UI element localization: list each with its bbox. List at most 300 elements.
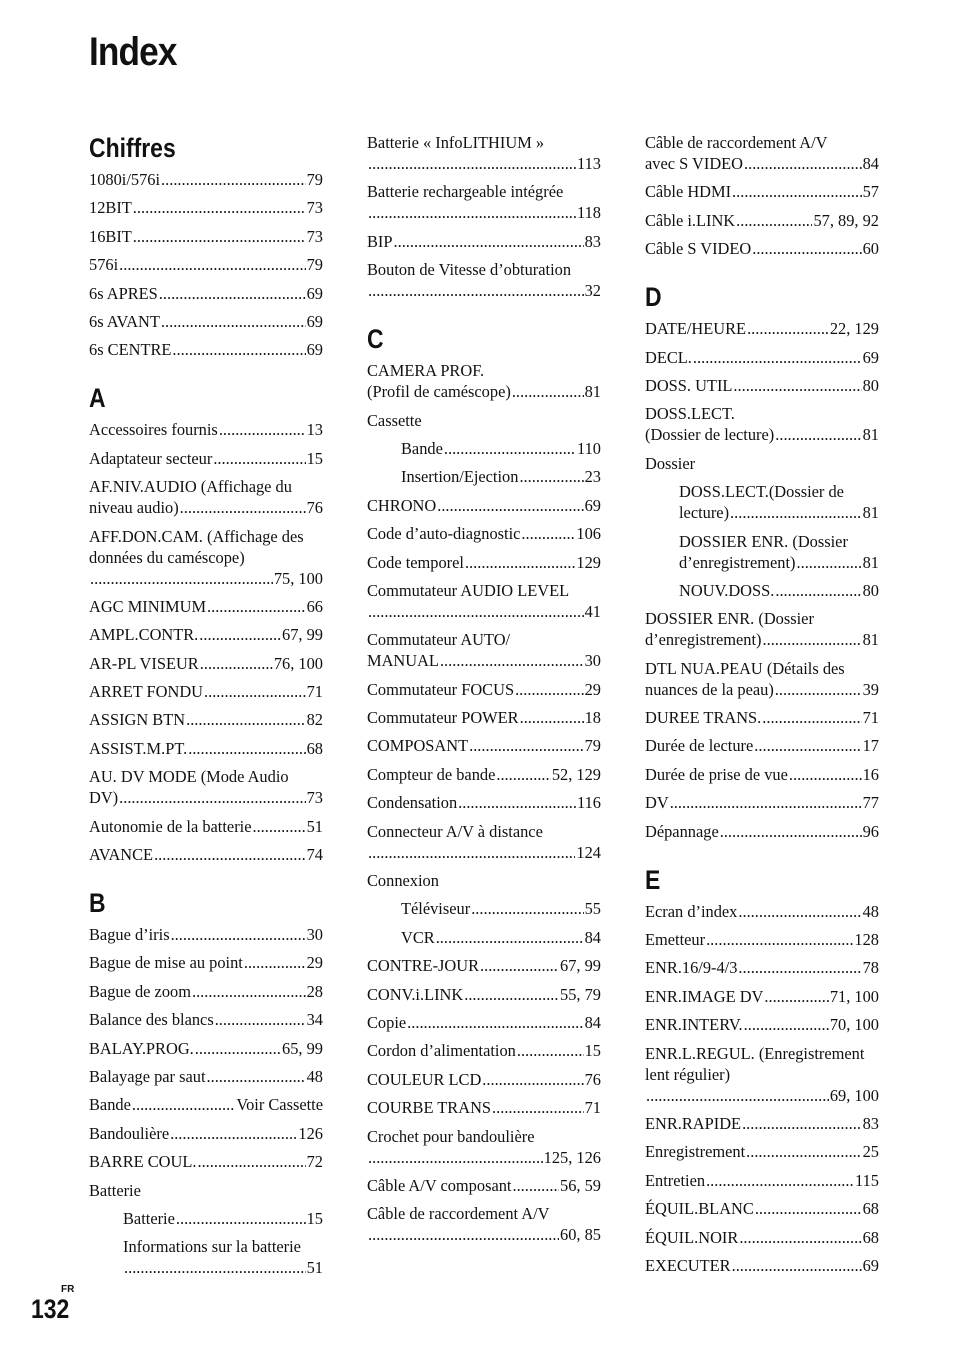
entry-page: 106 xyxy=(576,524,601,544)
entry-page: 128 xyxy=(854,930,879,950)
leader-dots xyxy=(762,707,861,728)
leader-dots xyxy=(368,202,576,223)
leader-dots xyxy=(180,497,306,518)
entry-label: Accessoires fournis xyxy=(89,420,218,440)
leader-dots xyxy=(219,419,306,440)
entry-label: Condensation xyxy=(367,793,458,813)
entry-page: 29 xyxy=(306,953,323,973)
index-entry xyxy=(645,1113,879,1134)
entry-page: 69 xyxy=(862,1255,879,1275)
leader-dots xyxy=(207,596,306,617)
index-entry xyxy=(367,259,601,301)
entry-label: 1080i/576i xyxy=(89,170,161,189)
entry-label: AVANCE xyxy=(89,845,154,865)
leader-dots xyxy=(195,1038,281,1059)
index-entry xyxy=(367,955,601,976)
index-entry xyxy=(645,481,879,523)
section-heading: Chiffres xyxy=(89,133,176,163)
entry-label: niveau audio) xyxy=(89,498,179,518)
index-entry xyxy=(645,735,879,756)
leader-dots xyxy=(742,1113,862,1134)
entry-label: Insertion/Ejection xyxy=(401,467,519,487)
entry-label: Câble HDMI xyxy=(645,182,732,202)
entry-page: 52, 129 xyxy=(551,764,601,784)
leader-dots xyxy=(521,523,575,544)
entry-page: 80 xyxy=(862,580,879,600)
entry-page: 60 xyxy=(862,239,879,259)
index-entry xyxy=(645,957,879,978)
leader-dots xyxy=(368,280,584,301)
index-section xyxy=(89,382,323,865)
index-section xyxy=(89,132,323,360)
index-entry xyxy=(89,1038,323,1059)
leader-dots xyxy=(204,681,306,702)
entry-label-line: Batterie xyxy=(89,1180,141,1200)
index-entry xyxy=(645,181,879,202)
entry-page: 81 xyxy=(862,552,879,572)
leader-dots xyxy=(90,568,273,589)
entry-page: 79 xyxy=(306,255,323,275)
entry-label-line: CAMERA PROF. xyxy=(367,361,485,381)
section-heading: E xyxy=(645,864,661,895)
leader-dots xyxy=(170,1123,297,1144)
index-entry xyxy=(645,1141,879,1162)
entry-page: 17 xyxy=(862,736,879,756)
entry-label: AMPL.CONTR. xyxy=(89,625,199,645)
index-entry xyxy=(367,1175,601,1196)
index-entry xyxy=(89,738,323,759)
entry-page: 81 xyxy=(862,630,879,650)
entry-page: 69 xyxy=(862,347,879,367)
entry-label-line: AU. DV MODE (Mode Audio xyxy=(89,767,289,787)
index-entry xyxy=(645,132,879,174)
leader-dots xyxy=(119,254,305,275)
leader-dots xyxy=(763,629,862,650)
entry-page: 67, 99 xyxy=(282,625,323,645)
entry-page: 124 xyxy=(576,842,601,862)
leader-dots xyxy=(752,238,861,259)
entry-page: 79 xyxy=(584,736,601,756)
leader-dots xyxy=(720,821,862,842)
entry-label-line: DOSSIER ENR. (Dossier xyxy=(645,609,814,629)
entry-page: 69 xyxy=(306,340,323,360)
leader-dots xyxy=(496,764,550,785)
entry-page: 15 xyxy=(306,1208,323,1228)
index-entry xyxy=(89,624,323,645)
index-column-3 xyxy=(645,132,879,1298)
entry-page: 81 xyxy=(862,503,879,523)
entry-page: 51 xyxy=(306,816,323,836)
entry-label: 576i xyxy=(89,255,119,275)
index-entry xyxy=(89,766,323,808)
entry-page: 81 xyxy=(862,425,879,445)
entry-page: 55, 79 xyxy=(560,984,601,1004)
index-entry xyxy=(367,792,601,813)
entry-page: 73 xyxy=(306,198,323,218)
leader-dots xyxy=(706,1170,854,1191)
index-entry xyxy=(645,658,879,700)
entry-page: 110 xyxy=(577,438,601,458)
entry-page: 83 xyxy=(862,1113,879,1133)
entry-page: 51 xyxy=(306,1258,323,1278)
leader-dots xyxy=(186,709,306,730)
entry-label: Bague de zoom xyxy=(89,981,191,1001)
entry-label: (Profil de caméscope) xyxy=(367,382,511,402)
entry-label: 16BIT xyxy=(89,226,132,246)
entry-page: 72 xyxy=(306,1152,323,1172)
leader-dots xyxy=(154,844,306,865)
index-entry xyxy=(89,1123,323,1144)
entry-page: 76 xyxy=(584,1069,601,1089)
entry-page: 73 xyxy=(306,226,323,246)
leader-dots xyxy=(252,816,305,837)
index-entry xyxy=(367,735,601,756)
entry-label: Câble S VIDEO xyxy=(645,239,752,259)
leader-dots xyxy=(368,153,576,174)
leader-dots xyxy=(732,181,862,202)
entry-page: 69 xyxy=(306,311,323,331)
leader-dots xyxy=(192,981,306,1002)
leader-dots xyxy=(736,210,812,231)
entry-label: CONV.i.LINK xyxy=(367,984,464,1004)
entry-page: 76 xyxy=(306,498,323,518)
entry-page: 71, 100 xyxy=(829,986,879,1006)
entry-page: 71 xyxy=(584,1098,601,1118)
entry-page: 125, 126 xyxy=(543,1147,601,1167)
entry-label: Code temporel xyxy=(367,552,464,572)
entry-page: 78 xyxy=(862,958,879,978)
index-entry xyxy=(89,681,323,702)
entry-label-line: Cassette xyxy=(367,410,422,430)
leader-dots xyxy=(512,381,584,402)
leader-dots xyxy=(515,679,584,700)
entry-page: 71 xyxy=(306,682,323,702)
entry-label: Batterie xyxy=(123,1208,175,1228)
leader-dots xyxy=(744,1014,829,1035)
page-title: Index xyxy=(89,30,177,74)
index-entry xyxy=(89,283,323,304)
entry-label-line: Commutateur AUTO/ xyxy=(367,630,511,650)
entry-page: 29 xyxy=(584,679,601,699)
entry-label-line: Crochet pour bandoulière xyxy=(367,1126,535,1146)
leader-dots xyxy=(394,231,584,252)
index-entry xyxy=(367,764,601,785)
entry-page: 68 xyxy=(306,738,323,758)
entry-label: BARRE COUL. xyxy=(89,1152,197,1172)
leader-dots xyxy=(437,495,583,516)
index-entry xyxy=(89,981,323,1002)
leader-dots xyxy=(368,601,584,622)
entry-page: 75, 100 xyxy=(273,568,323,588)
index-entry xyxy=(89,1066,323,1087)
entry-page: 80 xyxy=(862,375,879,395)
leader-dots xyxy=(738,901,861,922)
leader-dots xyxy=(444,438,576,459)
leader-dots xyxy=(464,984,559,1005)
leader-dots xyxy=(512,1175,559,1196)
index-section xyxy=(645,864,879,1276)
entry-page: 57 xyxy=(862,182,879,202)
index-entry xyxy=(89,339,323,360)
leader-dots xyxy=(738,957,861,978)
entry-page: 67, 99 xyxy=(560,956,601,976)
leader-dots xyxy=(368,1147,543,1168)
leader-dots xyxy=(200,653,273,674)
entry-page: 15 xyxy=(584,1041,601,1061)
entry-label: Compteur de bande xyxy=(367,764,496,784)
leader-dots xyxy=(368,1224,559,1245)
entry-label: COURBE TRANS xyxy=(367,1098,492,1118)
leader-dots xyxy=(199,624,281,645)
entry-page: 70, 100 xyxy=(829,1015,879,1035)
leader-dots xyxy=(730,502,862,523)
index-entry xyxy=(89,197,323,218)
entry-label: COMPOSANT xyxy=(367,736,469,756)
leader-dots xyxy=(436,927,584,948)
index-entry xyxy=(89,419,323,440)
entry-label: Cordon d’alimentation xyxy=(367,1041,516,1061)
entry-label: ASSIGN BTN xyxy=(89,710,186,730)
index-entry xyxy=(89,169,323,190)
entry-page: 69, 100 xyxy=(829,1085,879,1105)
entry-label: ENR.INTERV. xyxy=(645,1015,743,1035)
leader-dots xyxy=(775,580,861,601)
index-entry xyxy=(645,1043,879,1106)
entry-label: d’enregistrement) xyxy=(679,552,796,572)
entry-label: DV xyxy=(645,793,669,813)
index-column-1 xyxy=(89,132,323,1300)
index-entry xyxy=(367,360,601,402)
index-entry xyxy=(89,311,323,332)
entry-label: ÉQUIL.BLANC xyxy=(645,1199,754,1219)
entry-label: CHRONO xyxy=(367,495,437,515)
entry-page: 84 xyxy=(862,154,879,173)
index-entry xyxy=(89,709,323,730)
entry-label-line: Dossier xyxy=(645,453,696,473)
entry-page: 48 xyxy=(306,1066,323,1086)
entry-label-line: Batterie rechargeable intégrée xyxy=(367,182,564,202)
entry-label-line: Câble de raccordement A/V xyxy=(645,133,828,152)
leader-dots xyxy=(171,924,306,945)
index-entry xyxy=(367,898,601,919)
page-number: 132 xyxy=(31,1294,70,1324)
entry-label: DOSS. UTIL xyxy=(645,375,733,395)
leader-dots xyxy=(244,952,306,973)
index-entry xyxy=(89,816,323,837)
leader-dots xyxy=(465,552,575,573)
entry-page: 60, 85 xyxy=(560,1225,601,1245)
entry-page: 30 xyxy=(306,925,323,945)
index-entry xyxy=(367,552,601,573)
entry-label: Code d’auto-diagnostic xyxy=(367,524,521,544)
index-entry xyxy=(89,448,323,469)
index-entry xyxy=(645,347,879,368)
entry-page: 129 xyxy=(576,552,601,572)
index-entry xyxy=(367,231,601,252)
entry-label: Copie xyxy=(367,1012,407,1032)
entry-page: 32 xyxy=(584,281,601,301)
leader-dots xyxy=(732,1255,862,1276)
leader-dots xyxy=(161,169,306,190)
entry-label: BIP xyxy=(367,231,393,251)
entry-label: ÉQUIL.NOIR xyxy=(645,1227,739,1247)
entry-label-line: Câble de raccordement A/V xyxy=(367,1204,550,1224)
index-entry xyxy=(367,580,601,622)
index-entry xyxy=(645,707,879,728)
index-section xyxy=(645,132,879,259)
index-entry xyxy=(367,707,601,728)
section-heading: A xyxy=(89,383,106,414)
leader-dots xyxy=(747,318,829,339)
index-entry xyxy=(645,531,879,573)
leader-dots xyxy=(775,679,862,700)
leader-dots xyxy=(119,787,305,808)
entry-label-line: Bouton de Vitesse d’obturation xyxy=(367,260,572,280)
index-entry xyxy=(367,629,601,671)
page-language: FR xyxy=(61,1284,75,1295)
index-entry xyxy=(367,679,601,700)
entry-label: Bande xyxy=(89,1095,131,1115)
leader-dots xyxy=(797,552,862,573)
index-entry xyxy=(367,181,601,223)
entry-label: 6s CENTRE xyxy=(89,340,172,360)
leader-dots xyxy=(789,764,862,785)
entry-page: 57, 89, 92 xyxy=(813,210,879,230)
leader-dots xyxy=(733,375,861,396)
entry-label: Adaptateur secteur xyxy=(89,448,213,468)
entry-label: avec S VIDEO xyxy=(645,154,744,173)
leader-dots xyxy=(471,898,583,919)
leader-dots xyxy=(124,1257,306,1278)
section-heading: C xyxy=(367,324,384,355)
index-entry xyxy=(645,580,879,601)
index-entry xyxy=(367,870,601,891)
entry-label: VCR xyxy=(401,927,435,947)
entry-page: 66 xyxy=(306,596,323,616)
leader-dots xyxy=(480,955,559,976)
entry-label-line: DOSS.LECT.(Dossier de xyxy=(679,482,844,502)
index-section xyxy=(645,281,879,841)
entry-label: Câble i.LINK xyxy=(645,210,736,230)
index-entry xyxy=(645,1198,879,1219)
entry-label: Ecran d’index xyxy=(645,901,738,921)
index-entry xyxy=(645,210,879,231)
index-section xyxy=(367,323,601,1245)
entry-page: 55 xyxy=(584,899,601,919)
index-entry xyxy=(645,792,879,813)
index-entry xyxy=(367,410,601,431)
entry-label: BALAY.PROG. xyxy=(89,1038,194,1058)
entry-page: 79 xyxy=(306,170,323,189)
leader-dots xyxy=(519,466,583,487)
leader-dots xyxy=(159,283,306,304)
entry-label: Dépannage xyxy=(645,821,719,841)
entry-label: ENR.16/9-4/3 xyxy=(645,958,738,978)
entry-label: DUREE TRANS. xyxy=(645,708,762,728)
index-entry xyxy=(367,927,601,948)
leader-dots xyxy=(133,197,306,218)
entry-label-line: Connexion xyxy=(367,871,439,891)
entry-page: 69 xyxy=(306,283,323,303)
index-entry xyxy=(367,438,601,459)
index-entry xyxy=(89,952,323,973)
entry-label-line: Informations sur la batterie xyxy=(123,1237,301,1257)
index-entry xyxy=(645,608,879,650)
leader-dots xyxy=(706,929,853,950)
index-entry xyxy=(89,476,323,518)
entry-page: 39 xyxy=(862,679,879,699)
entry-label: Câble A/V composant xyxy=(367,1175,512,1195)
leader-dots xyxy=(197,1151,305,1172)
entry-label: ENR.IMAGE DV xyxy=(645,986,764,1006)
index-entry xyxy=(645,1014,879,1035)
entry-page: 113 xyxy=(577,154,601,173)
entry-label: Bague de mise au point xyxy=(89,953,243,973)
index-entry xyxy=(645,1170,879,1191)
entry-page: 16 xyxy=(862,764,879,784)
leader-dots xyxy=(693,347,862,368)
entry-page: 84 xyxy=(584,1012,601,1032)
entry-page: 25 xyxy=(862,1142,879,1162)
entry-label-line: Commutateur AUDIO LEVEL xyxy=(367,580,570,600)
index-entry xyxy=(89,1208,323,1229)
index-entry xyxy=(367,132,601,174)
entry-page: 76, 100 xyxy=(273,653,323,673)
leader-dots xyxy=(754,735,861,756)
entry-label: d’enregistrement) xyxy=(645,630,762,650)
leader-dots xyxy=(670,792,862,813)
entry-label-line: Batterie « InfoLITHIUM » xyxy=(367,133,545,152)
index-entry xyxy=(89,596,323,617)
entry-page: 77 xyxy=(862,793,879,813)
index-entry xyxy=(645,764,879,785)
index-entry xyxy=(89,1236,323,1278)
entry-page: 23 xyxy=(584,467,601,487)
entry-page: 15 xyxy=(306,448,323,468)
index-entry xyxy=(89,254,323,275)
index-section xyxy=(367,132,601,301)
entry-page: 28 xyxy=(306,981,323,1001)
index-entry xyxy=(367,1203,601,1245)
entry-page: 118 xyxy=(577,203,601,223)
index-entry xyxy=(645,375,879,396)
leader-dots xyxy=(482,1069,583,1090)
index-entry xyxy=(89,844,323,865)
entry-label: AGC MINIMUM xyxy=(89,596,207,616)
index-entry xyxy=(645,901,879,922)
entry-label: Durée de lecture xyxy=(645,736,754,756)
entry-label-line: DOSS.LECT. xyxy=(645,404,735,424)
leader-dots xyxy=(368,842,575,863)
entry-label: (Dossier de lecture) xyxy=(645,425,775,445)
index-entry xyxy=(89,526,323,589)
entry-page: 34 xyxy=(306,1010,323,1030)
entry-label: Entretien xyxy=(645,1170,706,1190)
entry-label: Balayage par saut xyxy=(89,1066,206,1086)
entry-page: 82 xyxy=(306,710,323,730)
entry-page: 68 xyxy=(862,1227,879,1247)
entry-label: Balance des blancs xyxy=(89,1010,214,1030)
leader-dots xyxy=(517,1040,584,1061)
index-entry xyxy=(645,1255,879,1276)
entry-label: 12BIT xyxy=(89,198,132,218)
entry-label: Bandoulière xyxy=(89,1123,170,1143)
index-entry xyxy=(645,453,879,474)
leader-dots xyxy=(213,448,305,469)
entry-label-line: AF.NIV.AUDIO (Affichage du xyxy=(89,477,292,497)
leader-dots xyxy=(739,1227,861,1248)
index-entry xyxy=(89,1180,323,1201)
